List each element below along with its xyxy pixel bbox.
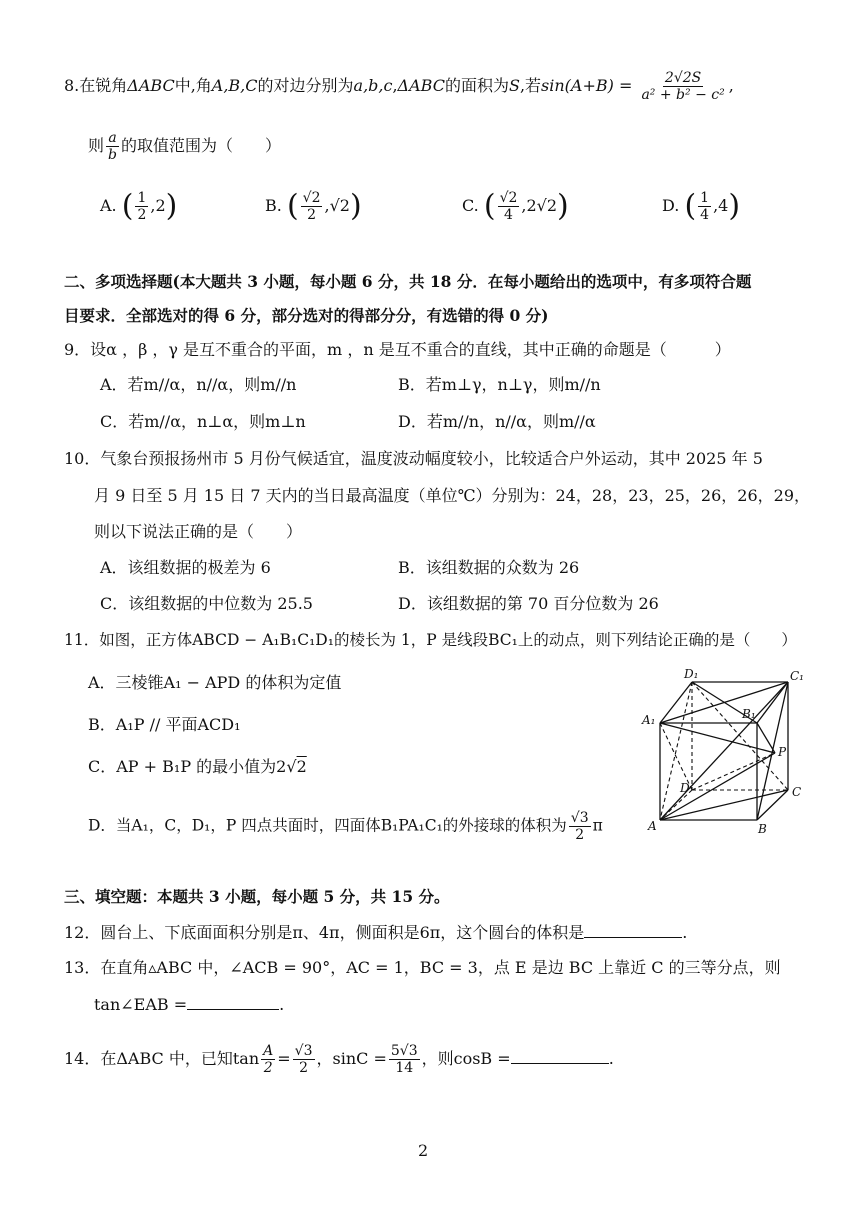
- option-label: B.: [265, 196, 282, 215]
- q8-denominator: a² + b² − c²: [641, 87, 725, 103]
- page-number: 2: [418, 1141, 429, 1160]
- q11-option-c-radicand: 2: [296, 757, 307, 776]
- paren: (: [684, 188, 697, 224]
- vertex-c-label: C: [792, 785, 802, 799]
- q10-line2: 月 9 日至 5 月 15 日 7 天内的当日最高温度（单位℃）分别为：24，28，23，25，26，26，29，: [94, 486, 811, 505]
- vertex-b-label: B: [758, 822, 767, 836]
- section3-heading: 三、填空题：本题共 3 小题，每小题 5 分，共 15 分。: [64, 887, 450, 906]
- fraction-n: √3: [570, 810, 589, 826]
- option-label: D.: [662, 196, 680, 215]
- q8-tail: ,: [728, 76, 734, 95]
- q11-option-d: [88, 810, 603, 843]
- vertex-a-label: A: [648, 819, 657, 833]
- cube-figure: [640, 668, 820, 838]
- fraction-n: √3: [294, 1043, 313, 1059]
- fraction-d: 2: [307, 207, 317, 223]
- paren: ): [728, 188, 741, 224]
- q8-text: ,若: [519, 76, 542, 95]
- q8-line1: [64, 70, 734, 103]
- q13-answer-blank[interactable]: [187, 993, 279, 1010]
- q11-option-b: B．A₁P // 平面ACD₁: [88, 715, 241, 734]
- paren: ): [557, 188, 569, 224]
- q11-option-c-text: C．AP + B₁P 的最小值为2: [88, 757, 287, 776]
- option-rest: ,4: [713, 196, 729, 215]
- fraction-n: 5√3: [390, 1043, 418, 1059]
- q13-text: tan∠EAB =: [94, 995, 188, 1014]
- q13-line2: [94, 993, 284, 1015]
- fraction-n: √2: [499, 190, 518, 206]
- q13-line1: 13．在直角▵ABC 中，∠ACB = 90°，AC = 1，BC = 3，点 E 是边 BC 上靠近 C 的三等分点，则: [64, 958, 781, 977]
- fraction-d: 4: [504, 207, 513, 223]
- paren: (: [121, 188, 134, 224]
- q12-line: [64, 921, 687, 943]
- paren: ): [165, 188, 178, 224]
- option-fraction: [301, 190, 323, 223]
- q13-end: .: [279, 995, 285, 1014]
- q9-option-c: C．若m//α，n⊥α，则m⊥n: [100, 412, 306, 431]
- option-fraction: [698, 190, 711, 223]
- paren: ): [349, 188, 362, 224]
- section2-heading: 二、多项选择题(本大题共 3 小题，每小题 6 分，共 18 分．在每小题给出的选项中，有多项符合题: [64, 272, 752, 291]
- q8-triangle: ΔABC: [127, 76, 175, 95]
- q14-eq: =: [277, 1049, 291, 1068]
- q8-ratio: [106, 130, 119, 163]
- q8-sides: a,b,c: [353, 76, 393, 95]
- q8-text: 的对边分别为: [257, 76, 354, 95]
- paren: (: [286, 188, 299, 224]
- q8-fraction: [639, 70, 726, 103]
- point-p-label: P: [778, 745, 787, 759]
- q9-option-a: A．若m//α，n//α，则m//n: [100, 375, 297, 394]
- q8-prefix: 8.在锐角: [64, 76, 128, 95]
- fraction-n: A: [263, 1043, 274, 1059]
- option-fraction: [135, 190, 148, 223]
- option-rest: ,2: [150, 196, 166, 215]
- option-label: C.: [462, 196, 479, 215]
- q8-ratio-d: b: [108, 147, 117, 163]
- vertex-d1-label: D₁: [684, 668, 699, 681]
- q14-text: ，则cosB =: [421, 1049, 511, 1068]
- vertex-c1-label: C₁: [790, 669, 804, 683]
- q8-ratio-n: a: [108, 130, 117, 146]
- q10-option-d: D．该组数据的第 70 百分位数为 26: [398, 594, 659, 613]
- q8-line2: [88, 130, 281, 163]
- q10-option-b: B．该组数据的众数为 26: [398, 558, 580, 577]
- option-rest: ,√2: [324, 196, 350, 215]
- q14-fraction-a: [261, 1043, 275, 1076]
- q8-lhs: sin(A+B) =: [541, 76, 633, 95]
- q11-option-a: A．三棱锥A₁ − APD 的体积为定值: [88, 673, 342, 692]
- fraction-d: 2: [299, 1060, 309, 1076]
- q8-option-d: [662, 190, 740, 223]
- fraction-d: 2: [137, 207, 147, 223]
- option-label: A.: [100, 196, 117, 215]
- fraction-d: 2: [575, 827, 585, 843]
- q8-text: 则: [88, 136, 105, 155]
- option-rest: ,2√2: [521, 196, 558, 215]
- section2-heading-cont: 目要求．全部选对的得 6 分，部分选对的得部分分，有选错的得 0 分): [64, 306, 549, 325]
- q10-line1: 10．气象台预报扬州市 5 月份气候适宜，温度波动幅度较小，比较适合户外运动，其中 2025 年 5: [64, 449, 763, 468]
- vertex-b1-label: B₁: [742, 707, 756, 721]
- fraction-d: 4: [700, 207, 710, 223]
- q10-line3: 则以下说法正确的是（ ）: [94, 522, 303, 541]
- q12-answer-blank[interactable]: [584, 921, 682, 938]
- fraction-d: 14: [395, 1060, 414, 1076]
- q8-comma: ,: [392, 76, 398, 95]
- vertex-d-label: D: [680, 781, 690, 795]
- q8-option-c: [462, 190, 569, 223]
- q14-line: [64, 1043, 614, 1076]
- q8-text: 中,角: [174, 76, 212, 95]
- q14-end: .: [608, 1049, 614, 1068]
- q11-option-d-text: D．当A₁，C，D₁，P 四点共面时，四面体B₁PA₁C₁的外接球的体积为: [88, 816, 567, 835]
- q11-option-d-fraction: [569, 810, 591, 843]
- q11-option-d-pi: π: [592, 816, 603, 835]
- q8-option-a: [100, 190, 177, 223]
- q14-fraction-c: [389, 1043, 420, 1076]
- q10-option-c: C．该组数据的中位数为 25.5: [100, 594, 313, 613]
- q10-option-a: A．该组数据的极差为 6: [100, 558, 271, 577]
- option-fraction: [498, 190, 520, 223]
- q14-text: ，sinC =: [316, 1049, 387, 1068]
- q9-stem: 9．设α ，β ，γ 是互不重合的平面，m ，n 是互不重合的直线，其中正确的命题是（ ）: [64, 340, 731, 359]
- fraction-n: 1: [700, 190, 710, 206]
- q11-option-c: [88, 757, 307, 777]
- sqrt-sign: √: [286, 757, 297, 776]
- q12-text: 12．圆台上、下底面面积分别是π、4π，侧面积是6π，这个圆台的体积是: [64, 923, 585, 942]
- fraction-n: 1: [137, 190, 147, 206]
- q8-triangle: ΔABC: [397, 76, 445, 95]
- q8-text: 的面积为: [444, 76, 509, 95]
- q8-option-b: [265, 190, 362, 223]
- q8-text: 的取值范围为（ ）: [120, 136, 281, 155]
- q8-angles: A,B,C: [211, 76, 258, 95]
- q11-stem: 11．如图，正方体ABCD − A₁B₁C₁D₁的棱长为 1，P 是线段BC₁上的动点，则下列结论正确的是（ ）: [64, 631, 797, 649]
- q9-option-b: B．若m⊥γ，n⊥γ，则m//n: [398, 375, 601, 394]
- q14-answer-blank[interactable]: [511, 1047, 609, 1064]
- q8-numerator: 2√2S: [664, 70, 702, 86]
- q14-fraction-b: [293, 1043, 315, 1076]
- q8-area-symbol: S: [508, 76, 520, 95]
- vertex-a1-label: A₁: [642, 713, 656, 727]
- q14-text: 14．在ΔABC 中，已知tan: [64, 1049, 260, 1068]
- q12-end: .: [682, 923, 688, 942]
- fraction-d: 2: [263, 1060, 273, 1076]
- fraction-n: √2: [302, 190, 321, 206]
- paren: (: [483, 188, 496, 224]
- q9-option-d: D．若m//n，n//α，则m//α: [398, 412, 596, 431]
